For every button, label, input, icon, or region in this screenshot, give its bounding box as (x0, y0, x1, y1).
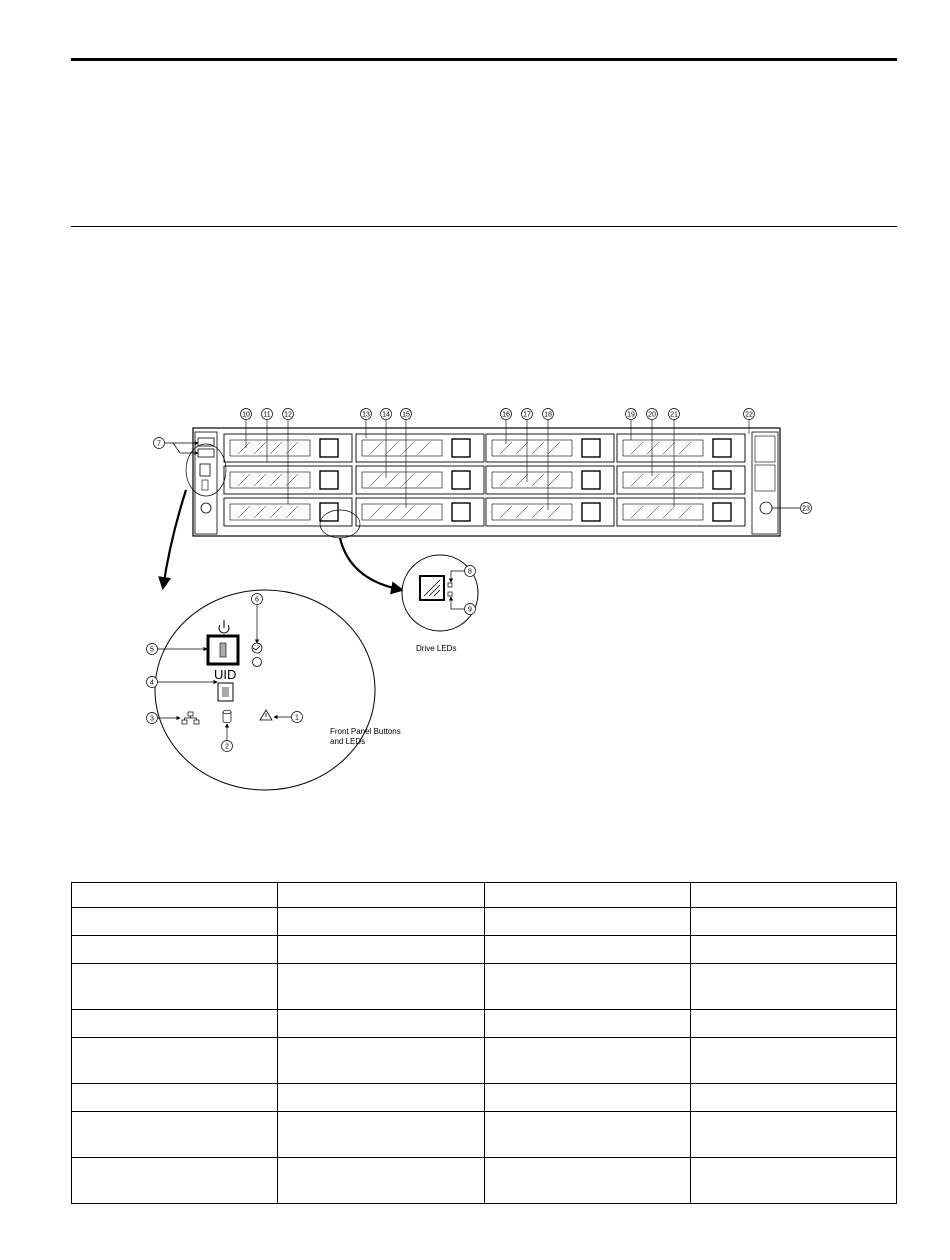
front-panel-caption: and LEDs (330, 737, 366, 746)
table-cell (72, 1112, 278, 1158)
svg-text:7: 7 (157, 440, 161, 448)
svg-text:3: 3 (150, 715, 154, 723)
table-row (72, 1038, 897, 1084)
table-row (72, 964, 897, 1010)
svg-text:8: 8 (468, 568, 472, 576)
table-cell (72, 883, 278, 908)
svg-text:17: 17 (523, 411, 531, 419)
table-cell (278, 936, 484, 964)
table-cell (72, 1010, 278, 1038)
table-cell (72, 1084, 278, 1112)
rack-screw (201, 503, 211, 513)
svg-text:21: 21 (670, 411, 678, 419)
callout-6 (252, 594, 263, 605)
table-cell (690, 1038, 896, 1084)
svg-text:22: 22 (745, 411, 753, 419)
callout-17 (522, 409, 533, 420)
table-row (72, 936, 897, 964)
callout-22 (744, 409, 755, 420)
table-cell (484, 1010, 690, 1038)
table-cell (72, 964, 278, 1010)
power-button[interactable] (200, 464, 210, 476)
front-panel-caption: Front Panel Buttons (330, 727, 401, 736)
table-cell (278, 908, 484, 936)
drive-bay[interactable] (617, 434, 745, 462)
svg-text:16: 16 (502, 411, 510, 419)
callout-3 (147, 713, 158, 724)
uid-label: UID (214, 667, 237, 682)
table-row (72, 883, 897, 908)
table-cell (278, 1038, 484, 1084)
svg-text:4: 4 (150, 679, 154, 687)
svg-text:2: 2 (225, 743, 229, 751)
rack-screw (760, 502, 772, 514)
svg-text:20: 20 (648, 411, 656, 419)
server-front-panel-diagram (140, 400, 820, 800)
svg-text:23: 23 (802, 505, 810, 513)
svg-text:1: 1 (295, 714, 299, 722)
header-rule (71, 58, 897, 61)
callout-9 (465, 604, 476, 615)
table-cell (278, 1158, 484, 1204)
callout-21 (669, 409, 680, 420)
table-cell (690, 1084, 896, 1112)
svg-text:15: 15 (402, 411, 410, 419)
right-ear-slot (755, 436, 775, 462)
callout-11 (262, 409, 273, 420)
svg-text:6: 6 (255, 596, 259, 604)
table-cell (484, 1158, 690, 1204)
svg-text:5: 5 (150, 646, 154, 654)
callout-4 (147, 677, 158, 688)
callout-1 (292, 712, 303, 723)
table-row (72, 1010, 897, 1038)
callout-5 (147, 644, 158, 655)
table-row (72, 908, 897, 936)
drive-bay[interactable] (617, 466, 745, 494)
callout-16 (501, 409, 512, 420)
svg-text:19: 19 (627, 411, 635, 419)
callout-12 (283, 409, 294, 420)
table-cell (72, 1158, 278, 1204)
table-cell (484, 964, 690, 1010)
table-row (72, 1112, 897, 1158)
spec-table (71, 882, 897, 1204)
svg-text:18: 18 (544, 411, 552, 419)
callout-2 (222, 741, 233, 752)
svg-text:12: 12 (284, 411, 292, 419)
callout-23 (801, 503, 812, 514)
callout-13 (361, 409, 372, 420)
table-cell (278, 964, 484, 1010)
drive-bay[interactable] (356, 466, 484, 494)
table-cell (690, 883, 896, 908)
table-cell (690, 1112, 896, 1158)
svg-text:13: 13 (362, 411, 370, 419)
drive-activity-led (448, 583, 452, 587)
drive-bay[interactable] (486, 498, 614, 526)
table-cell (278, 1084, 484, 1112)
table-cell (484, 936, 690, 964)
drive-bay[interactable] (356, 498, 484, 526)
table-cell (484, 1084, 690, 1112)
table-cell (484, 908, 690, 936)
svg-text:11: 11 (263, 411, 271, 419)
table-cell (484, 1038, 690, 1084)
callout-7 (154, 438, 165, 449)
status-led (253, 658, 262, 667)
section-rule (71, 226, 897, 227)
drive-bay[interactable] (486, 466, 614, 494)
usb-port[interactable] (198, 449, 214, 457)
callout-20 (647, 409, 658, 420)
callout-18 (543, 409, 554, 420)
table-cell (484, 1112, 690, 1158)
table-cell (72, 908, 278, 936)
svg-text:10: 10 (242, 411, 250, 419)
right-ear-slot (755, 465, 775, 491)
table-row (72, 1158, 897, 1204)
table-cell (690, 936, 896, 964)
drive-bay[interactable] (356, 434, 484, 462)
drive-leds-caption: Drive LEDs (416, 644, 457, 653)
table-cell (278, 1112, 484, 1158)
table-cell (72, 936, 278, 964)
callout-8 (465, 566, 476, 577)
table-cell (278, 883, 484, 908)
table-cell (690, 1158, 896, 1204)
drive-status-led (448, 592, 452, 596)
callout-14 (381, 409, 392, 420)
table-cell (690, 908, 896, 936)
drive-bay[interactable] (617, 498, 745, 526)
svg-text:14: 14 (382, 411, 390, 419)
table-cell (690, 1010, 896, 1038)
table-cell (484, 883, 690, 908)
front-panel-zoom (155, 590, 375, 790)
callout-19 (626, 409, 637, 420)
svg-text:9: 9 (468, 606, 472, 614)
drive-bay[interactable] (486, 434, 614, 462)
table-cell (278, 1010, 484, 1038)
table-row (72, 1084, 897, 1112)
callout-10 (241, 409, 252, 420)
table-cell (72, 1038, 278, 1084)
uid-button[interactable] (202, 480, 208, 490)
table-cell (690, 964, 896, 1010)
callout-15 (401, 409, 412, 420)
